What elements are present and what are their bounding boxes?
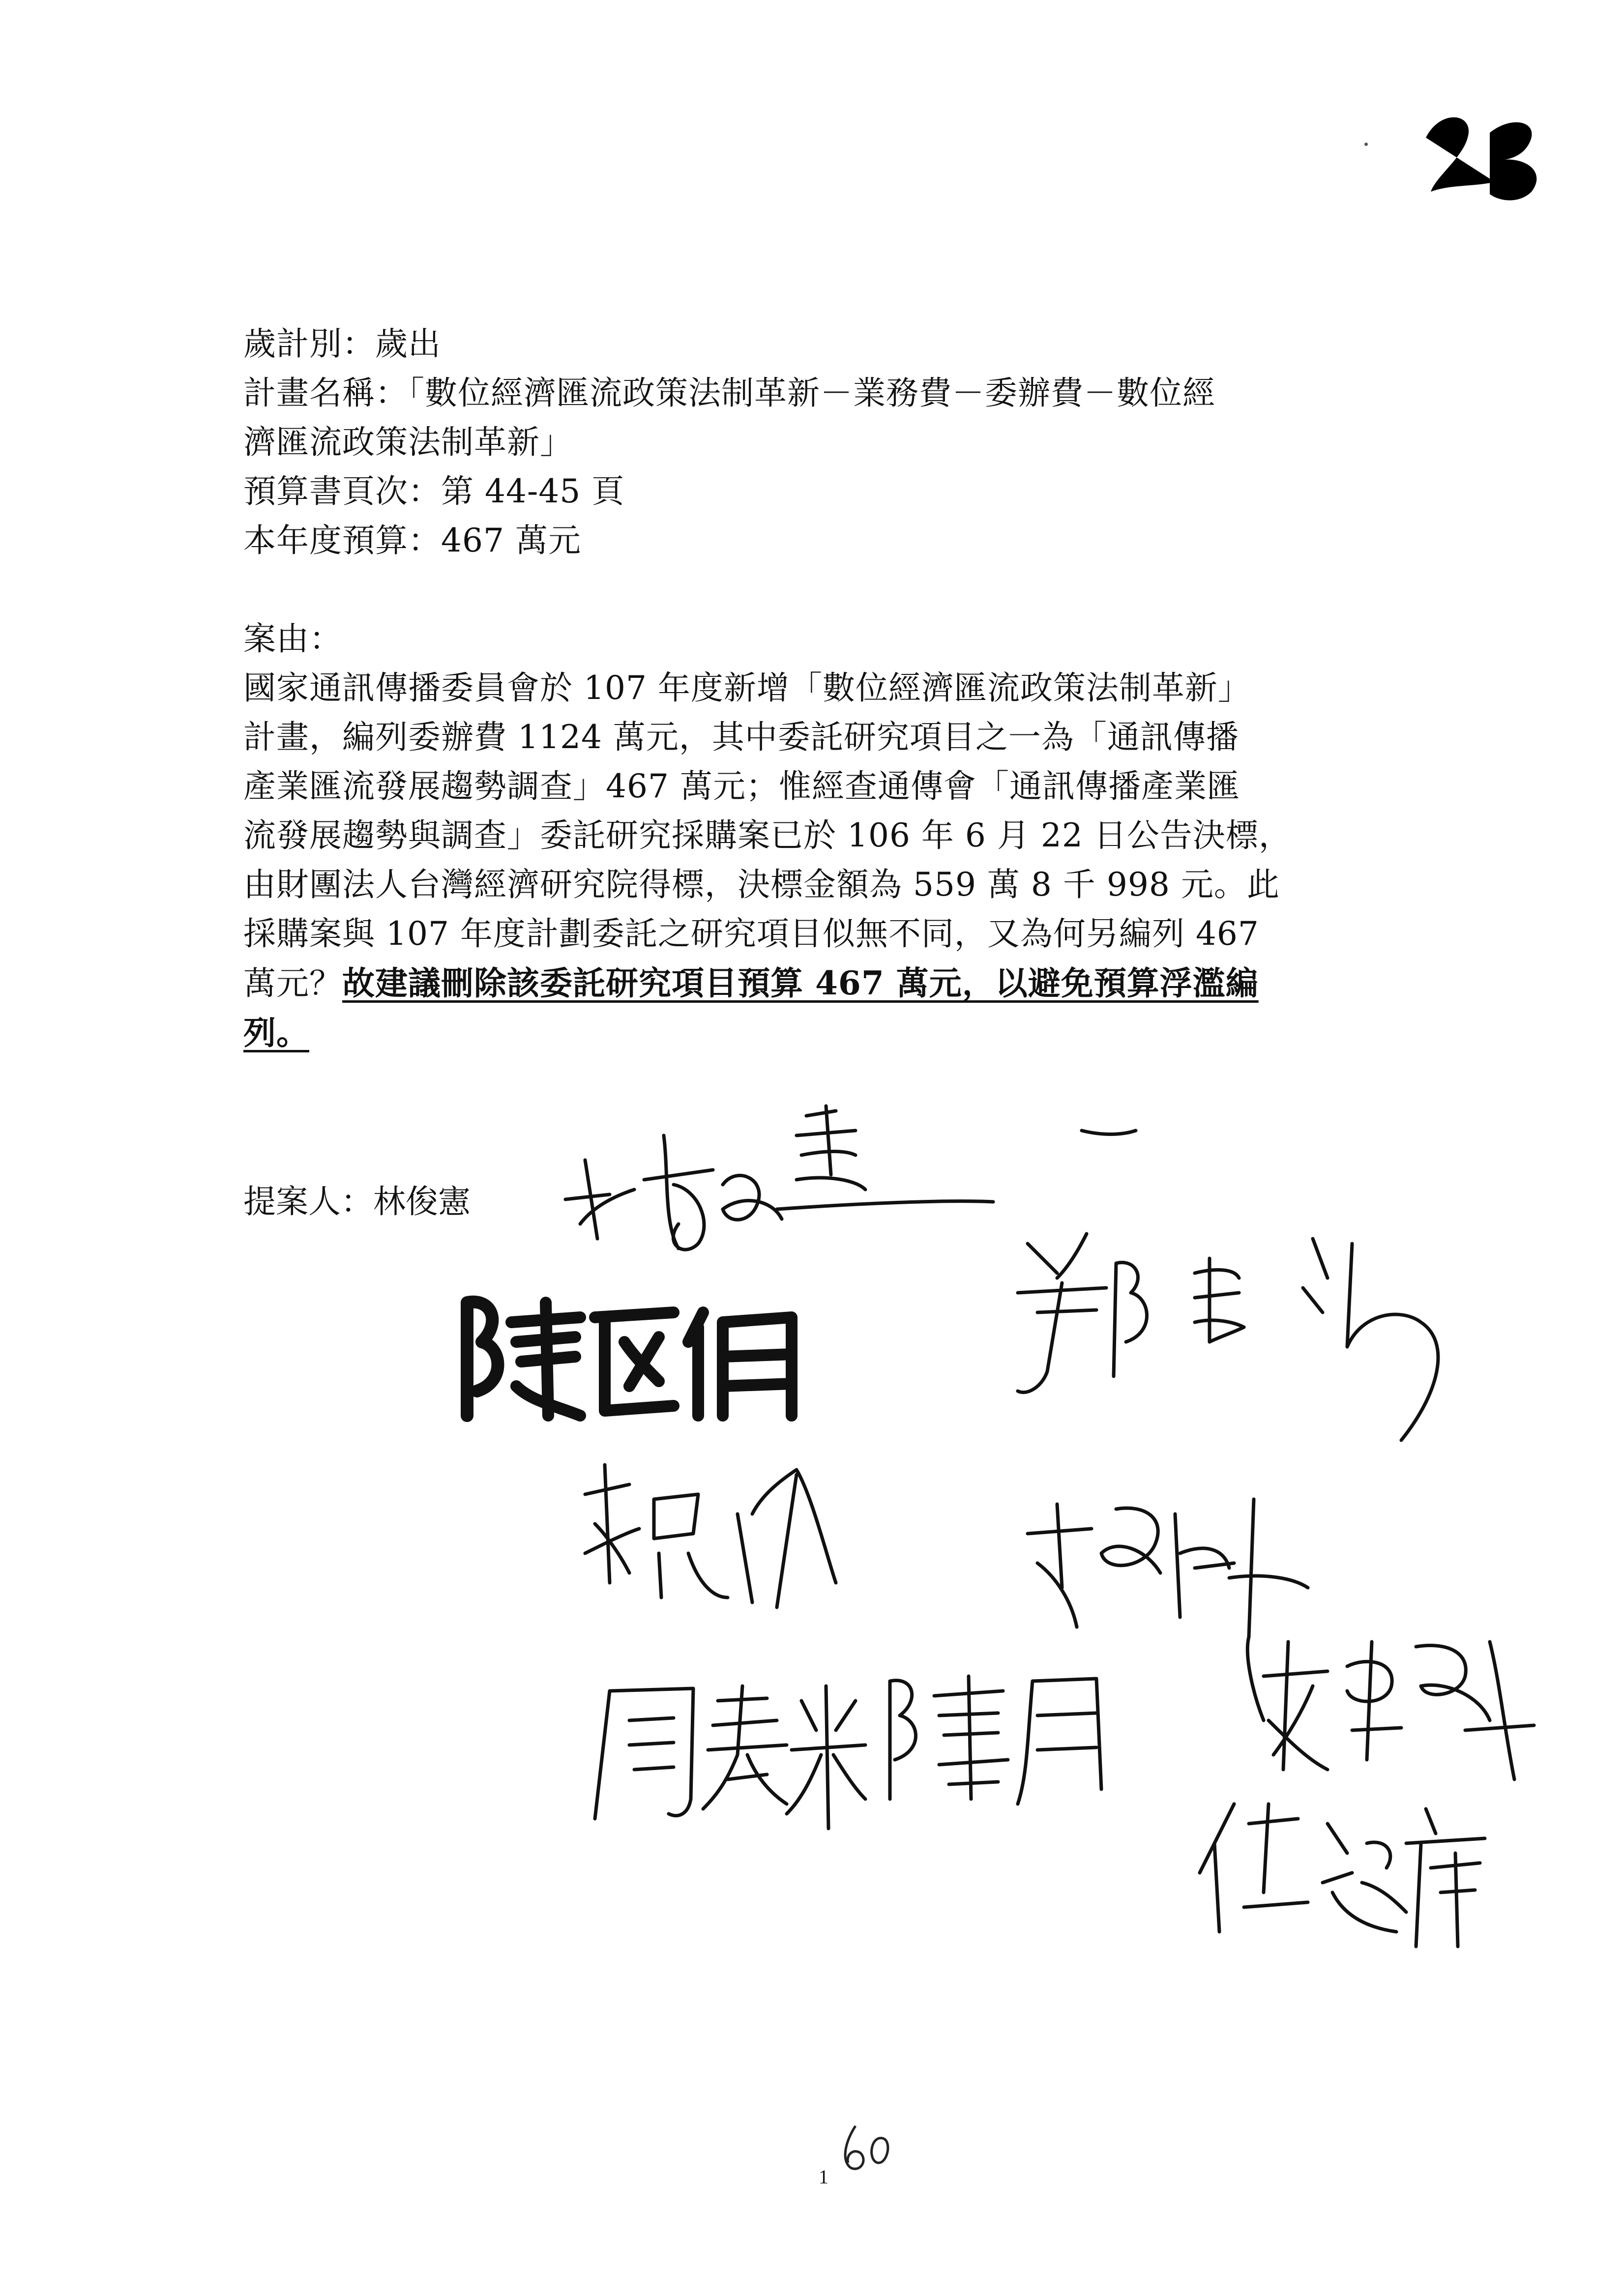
budget-book-pages: 預算書頁次：第 44-45 頁: [243, 472, 625, 510]
plan-name-line-1: 計畫名稱：「數位經濟匯流政策法制革新－業務費－委辦費－數位經: [243, 374, 1215, 412]
signature-chen-su-yueh: [880, 1661, 1111, 1809]
reason-line: 由財團法人台灣經濟研究院得標，決標金額為 559 萬 8 千 998 元。此: [243, 866, 1280, 903]
current-year-budget: 本年度預算：467 萬元: [243, 522, 581, 559]
signature-tsai-shih-ying: [1190, 1794, 1495, 1951]
reason-line-final: [243, 1008, 1414, 1058]
reason-line: 計畫，編列委辦費 1124 萬元，其中委託研究項目之一為「通訊傳播: [243, 718, 1239, 756]
plan-name-line-2: 濟匯流政策法制革新」: [243, 423, 573, 461]
reason-line: 採購案與 107 年度計劃委託之研究項目似無不同，又為何另編列 467: [243, 915, 1259, 953]
signature-chen-ou-po: [457, 1283, 811, 1430]
reason-line: 流發展趨勢與調查」委託研究採購案已於 106 年 6 月 22 日公告決標，: [243, 816, 1292, 854]
reason-line: 產業匯流發展趨勢調查」467 萬元；惟經查通傳會「通訊傳播產業匯: [243, 767, 1240, 805]
signature-cheng-pao-ching: [1008, 1214, 1450, 1445]
handwritten-footer-number: [836, 2121, 895, 2175]
reason-line-last: [243, 959, 1414, 1008]
reason-label: 案由：: [243, 620, 342, 658]
document-body: [243, 320, 1414, 1058]
scan-speck: [1364, 143, 1368, 146]
signature-chou-chun-mi: [590, 1671, 865, 1833]
recommendation-emphasis-end: 列。: [243, 1014, 309, 1052]
reason-question: 萬元？: [243, 964, 342, 1002]
signature-li-kun-tse: [575, 1455, 846, 1617]
budget-category: 歲計別：歲出: [243, 325, 441, 363]
reason-line: 國家通訊傳播委員會於 107 年度新增「數位經濟匯流政策法制革新」: [243, 669, 1251, 707]
handwritten-page-number: [1421, 98, 1549, 206]
page-number: 1: [819, 2166, 828, 2188]
proposer-label: 提案人：林俊憲: [243, 1183, 471, 1221]
recommendation-emphasis: 故建議刪除該委託研究項目預算 467 萬元，以避免預算浮濫編: [342, 964, 1259, 1002]
signature-liu-shih-fang: [1259, 1622, 1544, 1789]
